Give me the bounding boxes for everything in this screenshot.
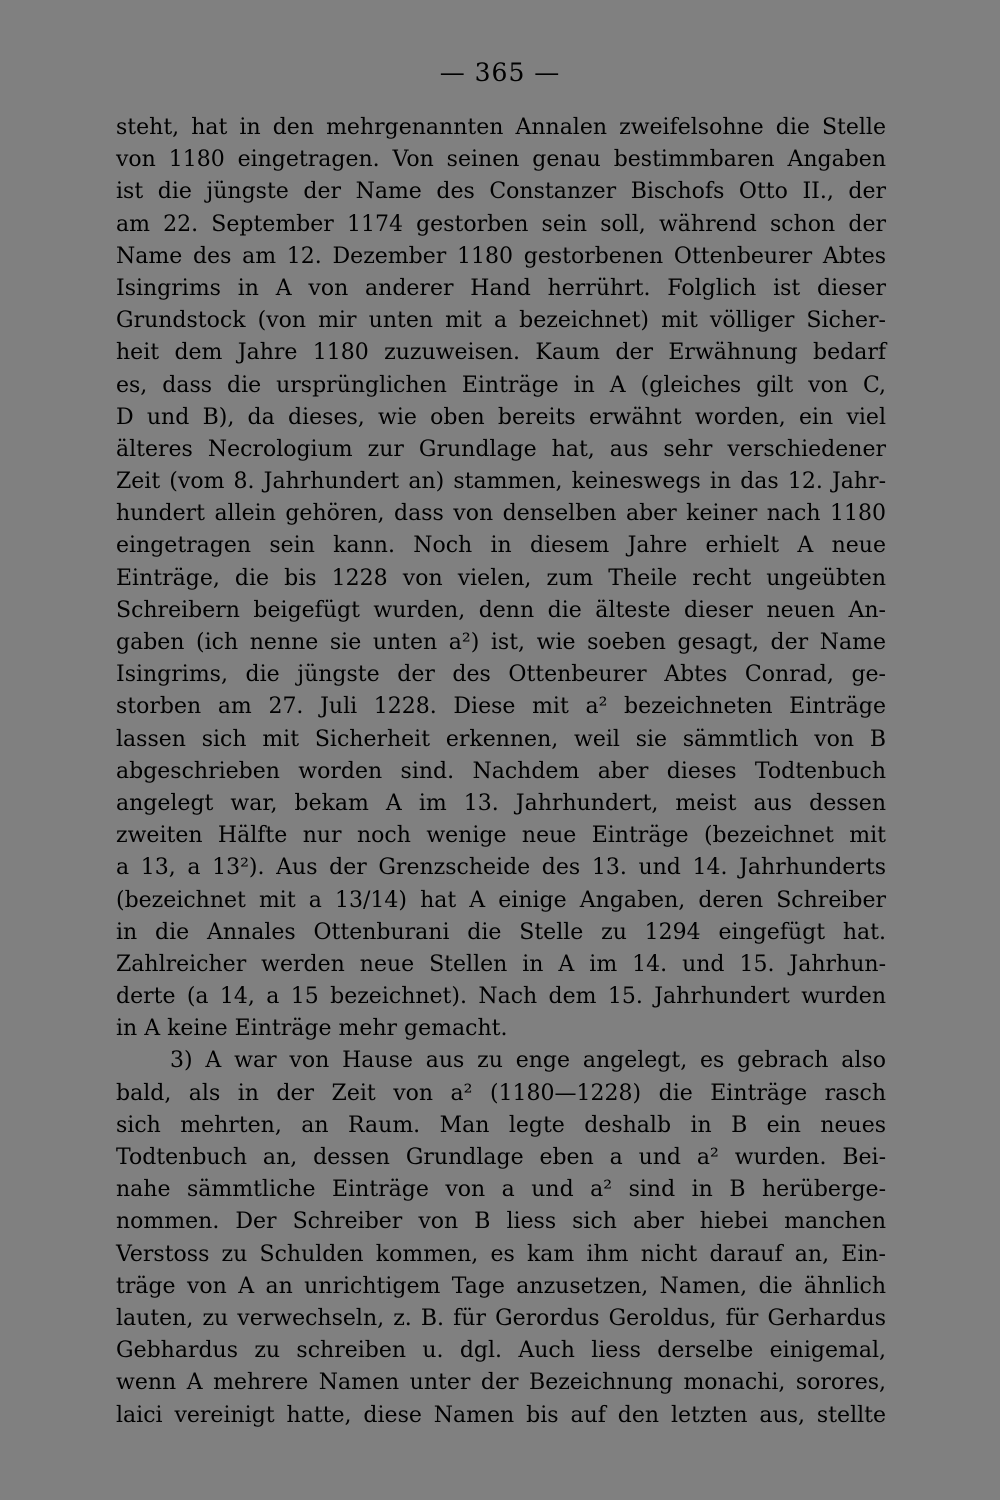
text-line-paragraph-start: 3) A war von Hause aus zu enge angelegt, es gebrach also bbox=[170, 1048, 886, 1074]
text-line: storben am 27. Juli 1228. Diese mit a² bezeichneten Einträge bbox=[116, 694, 886, 720]
text-line-paragraph-end: in A keine Einträge mehr gemacht. bbox=[116, 1016, 508, 1042]
text-line: D und B), da dieses, wie oben bereits erwähnt worden, ein viel bbox=[116, 404, 886, 430]
text-line: Verstoss zu Schulden kommen, es kam ihm nicht darauf an, Ein- bbox=[116, 1241, 886, 1267]
text-line: zweiten Hälfte nur noch wenige neue Einträge (bezeichnet mit bbox=[116, 823, 886, 849]
text-line: es, dass die ursprünglichen Einträge in A (gleiches gilt von C, bbox=[116, 372, 886, 398]
text-line: lauten, zu verwechseln, z. B. für Gerordus Geroldus, für Gerhardus bbox=[116, 1305, 886, 1331]
text-line: nahe sämmtliche Einträge von a und a² sind in B herüberge- bbox=[116, 1177, 886, 1203]
text-line: Name des am 12. Dezember 1180 gestorbenen Ottenbeurer Abtes bbox=[116, 243, 886, 269]
text-line: Schreibern beigefügt wurden, denn die älteste dieser neuen An- bbox=[116, 597, 886, 623]
text-line: Zahlreicher werden neue Stellen in A im 14. und 15. Jahrhun- bbox=[116, 951, 886, 977]
text-line: steht, hat in den mehrgenannten Annalen zweifelsohne die Stelle bbox=[116, 115, 886, 140]
text-line: am 22. September 1174 gestorben sein soll, während schon der bbox=[116, 211, 886, 237]
text-line: Einträge, die bis 1228 von vielen, zum Theile recht ungeübten bbox=[116, 565, 886, 591]
body-text bbox=[116, 112, 886, 1432]
text-line: in die Annales Ottenburani die Stelle zu 1294 eingefügt hat. bbox=[116, 919, 886, 945]
text-line: Zeit (vom 8. Jahrhundert an) stammen, keineswegs in das 12. Jahr- bbox=[116, 469, 886, 495]
text-line: abgeschrieben worden sind. Nachdem aber dieses Todtenbuch bbox=[116, 758, 886, 784]
text-line: wenn A mehrere Namen unter der Bezeichnung monachi, sorores, bbox=[116, 1370, 886, 1396]
page-number: — 365 — bbox=[439, 58, 561, 87]
text-line: gaben (ich nenne sie unten a²) ist, wie soeben gesagt, der Name bbox=[116, 630, 886, 655]
text-line: Todtenbuch an, dessen Grundlage eben a und a² wurden. Bei- bbox=[116, 1145, 886, 1170]
text-line: Isingrims, die jüngste der des Ottenbeurer Abtes Conrad, ge- bbox=[116, 662, 886, 688]
text-line: laici vereinigt hatte, diese Namen bis auf den letzten aus, stellte bbox=[116, 1402, 886, 1428]
text-line: angelegt war, bekam A im 13. Jahrhundert, meist aus dessen bbox=[116, 790, 886, 816]
text-line: ist die jüngste der Name des Constanzer Bischofs Otto II., der bbox=[116, 179, 886, 205]
text-line: Isingrims in A von anderer Hand herrührt. Folglich ist dieser bbox=[116, 275, 886, 301]
text-line: lassen sich mit Sicherheit erkennen, weil sie sämmtlich von B bbox=[116, 726, 886, 752]
text-line: Gebhardus zu schreiben u. dgl. Auch liess derselbe einigemal, bbox=[116, 1338, 886, 1364]
text-line: a 13, a 13²). Aus der Grenzscheide des 13. und 14. Jahrhunderts bbox=[116, 855, 886, 881]
text-line: sich mehrten, an Raum. Man legte deshalb in B ein neues bbox=[116, 1112, 886, 1138]
text-line: derte (a 14, a 15 bezeichnet). Nach dem 15. Jahrhundert wurden bbox=[116, 984, 886, 1010]
text-line: bald, als in der Zeit von a² (1180—1228) die Einträge rasch bbox=[116, 1080, 886, 1106]
text-line: (bezeichnet mit a 13/14) hat A einige Angaben, deren Schreiber bbox=[116, 887, 886, 913]
text-line: hundert allein gehören, dass von denselben aber keiner nach 1180 bbox=[116, 501, 886, 527]
text-line: Grundstock (von mir unten mit a bezeichnet) mit völliger Sicher- bbox=[116, 308, 886, 334]
text-line: älteres Necrologium zur Grundlage hat, aus sehr verschiedener bbox=[116, 436, 886, 462]
text-line: träge von A an unrichtigem Tage anzusetzen, Namen, die ähnlich bbox=[116, 1273, 886, 1299]
text-line: von 1180 eingetragen. Von seinen genau bestimmbaren Angaben bbox=[116, 147, 886, 173]
text-line: heit dem Jahre 1180 zuzuweisen. Kaum der Erwähnung bedarf bbox=[116, 340, 886, 366]
text-line: nommen. Der Schreiber von B liess sich aber hiebei manchen bbox=[116, 1209, 886, 1235]
text-line: eingetragen sein kann. Noch in diesem Jahre erhielt A neue bbox=[116, 533, 886, 559]
